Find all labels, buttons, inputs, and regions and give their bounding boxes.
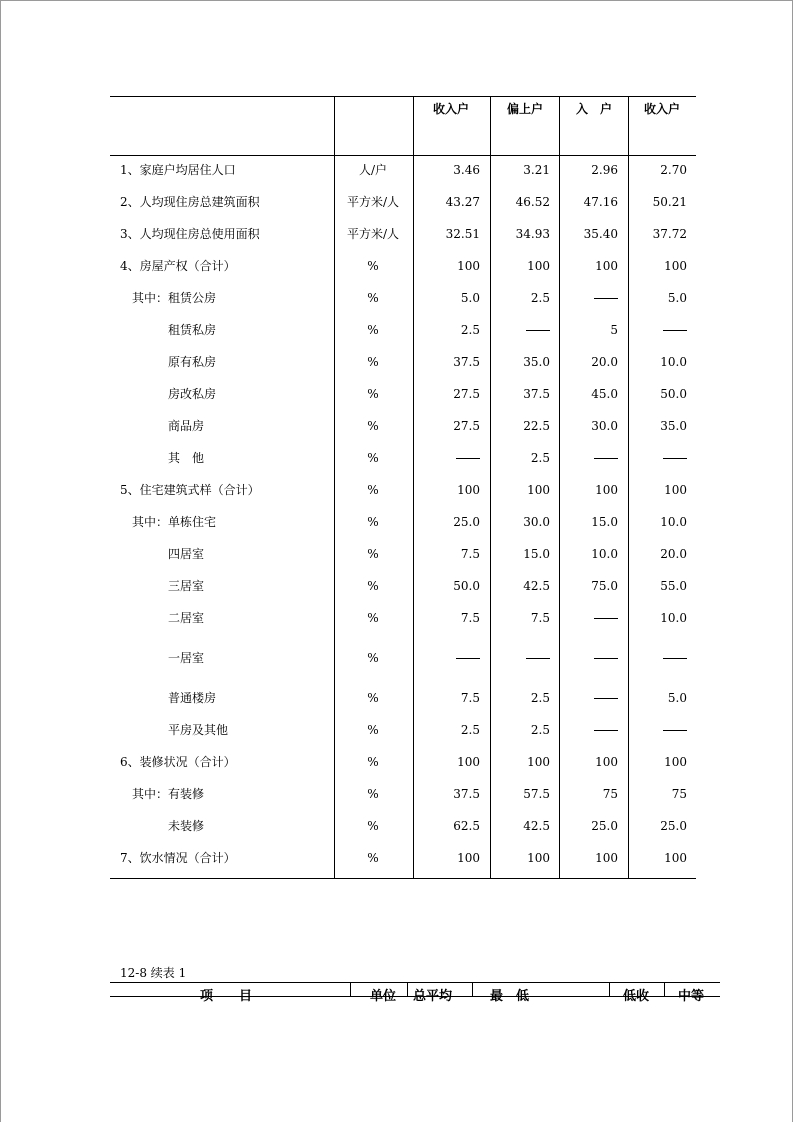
row-item-label: 2、人均现住房总建筑面积 xyxy=(120,195,260,209)
value-cell: 45.0 xyxy=(591,387,618,401)
table-row xyxy=(110,754,696,774)
table-row xyxy=(110,386,696,406)
value-cell: 34.93 xyxy=(515,227,550,241)
value-cell: 100 xyxy=(527,483,550,497)
dash-cell xyxy=(594,690,618,710)
header-col3: 入 户 xyxy=(576,102,613,116)
row-unit: % xyxy=(367,547,379,561)
table-row xyxy=(110,690,696,710)
next-header-unit: 单位 xyxy=(370,989,397,1004)
dash-cell xyxy=(456,650,480,670)
row-item-label: 其 他 xyxy=(168,451,205,465)
value-cell: 100 xyxy=(527,851,550,865)
header-bottom-rule xyxy=(110,155,696,156)
row-unit: 平方米/人 xyxy=(346,227,400,241)
row-unit: % xyxy=(367,355,379,369)
page-border-top xyxy=(0,0,792,1)
dash-mark xyxy=(594,458,618,459)
row-unit: % xyxy=(367,579,379,593)
dash-mark xyxy=(594,618,618,619)
row-unit: % xyxy=(367,651,379,665)
dash-cell xyxy=(663,322,687,342)
row-item-label: 平房及其他 xyxy=(168,723,229,737)
header-col4: 收入户 xyxy=(644,102,681,116)
row-unit: % xyxy=(367,611,379,625)
value-cell: 10.0 xyxy=(591,547,618,561)
row-unit: % xyxy=(367,515,379,529)
table-row xyxy=(110,514,696,534)
row-unit: % xyxy=(367,819,379,833)
value-cell: 5.0 xyxy=(667,691,687,705)
next-header-middle: 中等 xyxy=(678,989,705,1004)
row-unit: % xyxy=(367,323,379,337)
next-header-avg: 总平均 xyxy=(413,989,453,1004)
dash-cell xyxy=(594,450,618,470)
table-bottom-rule xyxy=(110,878,696,879)
table-row xyxy=(110,578,696,598)
value-cell: 7.5 xyxy=(460,547,480,561)
value-cell: 10.0 xyxy=(660,355,687,369)
table-row xyxy=(110,786,696,806)
row-item-label: 四居室 xyxy=(168,547,205,561)
row-unit: % xyxy=(367,259,379,273)
dash-cell xyxy=(526,650,550,670)
header-col1: 收入户 xyxy=(433,102,470,116)
dash-mark xyxy=(663,658,687,659)
row-unit: % xyxy=(367,419,379,433)
row-unit: % xyxy=(367,387,379,401)
value-cell: 75 xyxy=(671,787,687,801)
dash-cell xyxy=(663,450,687,470)
header-col2: 偏上户 xyxy=(507,102,544,116)
value-cell: 57.5 xyxy=(523,787,550,801)
value-cell: 2.5 xyxy=(530,451,550,465)
table-row xyxy=(110,226,696,246)
row-item-label: 4、房屋产权（合计） xyxy=(120,259,236,273)
next-header-lowest: 最 低 xyxy=(490,989,530,1004)
next-header-low-income: 低收 xyxy=(623,989,650,1004)
table-row xyxy=(110,450,696,470)
value-cell: 25.0 xyxy=(660,819,687,833)
housing-table xyxy=(110,96,696,879)
row-unit: % xyxy=(367,691,379,705)
row-item-label: 其中：租赁公房 xyxy=(132,291,217,305)
table-top-rule xyxy=(110,96,696,97)
value-cell: 100 xyxy=(457,483,480,497)
dash-cell xyxy=(594,290,618,310)
value-cell: 2.5 xyxy=(460,723,480,737)
value-cell: 37.5 xyxy=(523,387,550,401)
row-item-label: 三居室 xyxy=(168,579,205,593)
value-cell: 25.0 xyxy=(591,819,618,833)
table-row xyxy=(110,850,696,870)
dash-mark xyxy=(594,698,618,699)
row-item-label: 商品房 xyxy=(168,419,205,433)
value-cell: 35.0 xyxy=(523,355,550,369)
value-cell: 100 xyxy=(595,483,618,497)
dash-cell xyxy=(663,722,687,742)
value-cell: 75.0 xyxy=(591,579,618,593)
value-cell: 10.0 xyxy=(660,611,687,625)
table-row xyxy=(110,482,696,502)
row-unit: % xyxy=(367,723,379,737)
dash-mark xyxy=(663,458,687,459)
row-item-label: 7、饮水情况（合计） xyxy=(120,851,236,865)
row-unit: % xyxy=(367,787,379,801)
row-item-label: 房改私房 xyxy=(168,387,217,401)
value-cell: 100 xyxy=(457,755,480,769)
row-item-label: 未装修 xyxy=(168,819,205,833)
row-unit: 人/户 xyxy=(358,163,388,177)
value-cell: 10.0 xyxy=(660,515,687,529)
value-cell: 100 xyxy=(595,851,618,865)
row-unit: % xyxy=(367,483,379,497)
value-cell: 35.40 xyxy=(583,227,618,241)
value-cell: 2.96 xyxy=(591,163,618,177)
row-unit: % xyxy=(367,291,379,305)
value-cell: 100 xyxy=(595,259,618,273)
row-item-label: 二居室 xyxy=(168,611,205,625)
value-cell: 27.5 xyxy=(453,387,480,401)
value-cell: 47.16 xyxy=(583,195,618,209)
value-cell: 37.5 xyxy=(453,355,480,369)
value-cell: 27.5 xyxy=(453,419,480,433)
row-item-label: 3、人均现住房总使用面积 xyxy=(120,227,260,241)
row-item-label: 其中：有装修 xyxy=(132,787,205,801)
table-row xyxy=(110,546,696,566)
value-cell: 37.5 xyxy=(453,787,480,801)
value-cell: 20.0 xyxy=(591,355,618,369)
row-unit: % xyxy=(367,451,379,465)
dash-cell xyxy=(594,650,618,670)
value-cell: 5.0 xyxy=(667,291,687,305)
row-unit: % xyxy=(367,755,379,769)
value-cell: 2.70 xyxy=(660,163,687,177)
dash-mark xyxy=(594,730,618,731)
dash-cell xyxy=(526,322,550,342)
row-item-label: 租赁私房 xyxy=(168,323,217,337)
row-unit: 平方米/人 xyxy=(346,195,400,209)
value-cell: 100 xyxy=(664,259,687,273)
value-cell: 3.46 xyxy=(453,163,480,177)
value-cell: 100 xyxy=(664,851,687,865)
dash-mark xyxy=(594,658,618,659)
value-cell: 43.27 xyxy=(445,195,480,209)
value-cell: 15.0 xyxy=(523,547,550,561)
row-item-label: 其中：单栋住宅 xyxy=(132,515,217,529)
table-caption: 12-8 续表 1 xyxy=(120,966,187,980)
row-item-label: 5、住宅建筑式样（合计） xyxy=(120,483,260,497)
value-cell: 2.5 xyxy=(530,723,550,737)
next-header-item: 项 目 xyxy=(200,989,253,1004)
row-item-label: 普通楼房 xyxy=(168,691,217,705)
value-cell: 3.21 xyxy=(523,163,550,177)
value-cell: 42.5 xyxy=(523,579,550,593)
table-row xyxy=(110,354,696,374)
dash-mark xyxy=(663,730,687,731)
value-cell: 62.5 xyxy=(453,819,480,833)
dash-cell xyxy=(594,610,618,630)
table-row xyxy=(110,290,696,310)
value-cell: 35.0 xyxy=(660,419,687,433)
value-cell: 32.51 xyxy=(445,227,480,241)
value-cell: 50.0 xyxy=(660,387,687,401)
value-cell: 46.52 xyxy=(515,195,550,209)
dash-cell xyxy=(663,650,687,670)
value-cell: 5 xyxy=(610,323,618,337)
row-item-label: 6、装修状况（合计） xyxy=(120,755,236,769)
value-cell: 37.72 xyxy=(652,227,687,241)
dash-cell xyxy=(456,450,480,470)
table-row xyxy=(110,194,696,214)
table-row xyxy=(110,650,696,670)
dash-mark xyxy=(594,298,618,299)
table-row xyxy=(110,818,696,838)
row-item-label: 一居室 xyxy=(168,651,205,665)
table-row xyxy=(110,610,696,630)
value-cell: 7.5 xyxy=(460,691,480,705)
row-item-label: 原有私房 xyxy=(168,355,217,369)
value-cell: 50.21 xyxy=(652,195,687,209)
table-row xyxy=(110,258,696,278)
value-cell: 30.0 xyxy=(523,515,550,529)
row-item-label: 1、家庭户均居住人口 xyxy=(120,163,236,177)
value-cell: 75 xyxy=(602,787,618,801)
table-row xyxy=(110,418,696,438)
dash-mark xyxy=(456,658,480,659)
value-cell: 100 xyxy=(595,755,618,769)
table-row xyxy=(110,162,696,182)
value-cell: 100 xyxy=(527,259,550,273)
value-cell: 2.5 xyxy=(530,291,550,305)
value-cell: 100 xyxy=(664,483,687,497)
table-row xyxy=(110,722,696,742)
dash-mark xyxy=(526,330,550,331)
page-border-left xyxy=(0,0,1,1122)
value-cell: 2.5 xyxy=(460,323,480,337)
dash-mark xyxy=(456,458,480,459)
value-cell: 7.5 xyxy=(460,611,480,625)
value-cell: 20.0 xyxy=(660,547,687,561)
value-cell: 100 xyxy=(457,259,480,273)
value-cell: 22.5 xyxy=(523,419,550,433)
value-cell: 7.5 xyxy=(530,611,550,625)
row-unit: % xyxy=(367,851,379,865)
value-cell: 42.5 xyxy=(523,819,550,833)
next-table-header xyxy=(110,983,720,1004)
value-cell: 100 xyxy=(457,851,480,865)
value-cell: 50.0 xyxy=(453,579,480,593)
value-cell: 30.0 xyxy=(591,419,618,433)
dash-mark xyxy=(663,330,687,331)
table-row xyxy=(110,322,696,342)
value-cell: 15.0 xyxy=(591,515,618,529)
dash-cell xyxy=(594,722,618,742)
value-cell: 2.5 xyxy=(530,691,550,705)
dash-mark xyxy=(526,658,550,659)
value-cell: 55.0 xyxy=(660,579,687,593)
value-cell: 100 xyxy=(527,755,550,769)
value-cell: 5.0 xyxy=(460,291,480,305)
value-cell: 100 xyxy=(664,755,687,769)
value-cell: 25.0 xyxy=(453,515,480,529)
